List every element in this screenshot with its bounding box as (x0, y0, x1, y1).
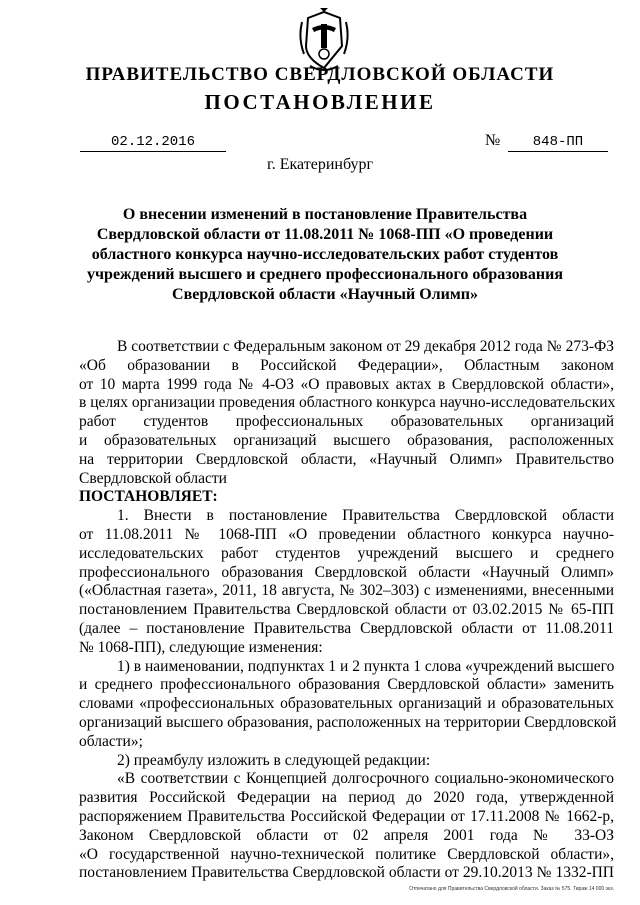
body-line: работ студентов профессиональных образовательных организаций (79, 413, 614, 431)
number-sign: № (485, 132, 501, 149)
body-line: на территории Свердловской области, «Научный Олимп» Правительство (79, 450, 614, 468)
body-line: постановлением Правительства Свердловской области от 29.10.2013 № 1332-ПП (79, 864, 614, 882)
body-line: от 11.08.2011 № 1068-ПП «О проведении областного конкурса научно- (79, 526, 614, 543)
government-name: ПРАВИТЕЛЬСТВО СВЕРДЛОВСКОЙ ОБЛАСТИ (85, 64, 555, 85)
document-number: 848-ПП (508, 134, 608, 152)
body-line: 1) в наименовании, подпунктах 1 и 2 пункта 1 слова «учреждений высшего (117, 657, 615, 675)
body-line: 2) преамбулу изложить в следующей редакции: (117, 751, 431, 769)
body-line: «Об образовании в Российской Федерации», Областным законом (79, 356, 614, 374)
body-line: В соответствии с Федеральным законом от 29 декабря 2012 года № 273-ФЗ (117, 338, 614, 355)
document-type-title: ПОСТАНОВЛЕНИЕ (204, 90, 436, 114)
resolves-heading: ПОСТАНОВЛЯЕТ: (79, 488, 218, 506)
body-line: и среднего профессионального образования Свердловской области» заменить (79, 676, 614, 694)
body-line: «О государственной научно-технической политике Свердловской области», (79, 845, 614, 863)
body-line: 1. Внести в постановление Правительства Свердловской области (117, 507, 614, 525)
body-line: Законом Свердловской области от 02 апреля 2001 года № 33-ОЗ (79, 826, 614, 844)
document-subject: О внесении изменений в постановление Правительства Свердловской области от 11.08.2011 № 1068-ПП «О проведении областного конкурса научно-исследовательских работ студентов учреждений высшего и среднего профессионального образования Свердловской области «Научный Олимп» (87, 206, 563, 303)
body-line: «В соответствии с Концепцией долгосрочного социально-экономического (117, 770, 614, 788)
body-line: исследовательских работ студентов учреждений высшего и среднего (79, 544, 614, 562)
body-line: от 10 марта 1999 года № 4-ОЗ «О правовых актах в Свердловской области», (79, 375, 614, 393)
body-line: и образовательных организаций высшего образования, расположенных (79, 432, 614, 449)
body-line: № 1068-ПП), следующие изменения: (79, 638, 323, 656)
body-line: Свердловской области (79, 469, 227, 487)
body-line: распоряжением Правительства Российской Федерации от 17.11.2008 № 1662-р, (79, 808, 614, 825)
print-footer: Отпечатано для Правительства Свердловской области. Заказ № 575. Тираж 14 000 экз. (409, 886, 614, 892)
body-line: постановлением Правительства Свердловской области от 03.02.2015 № 65-ПП (79, 601, 614, 619)
city-name: г. Екатеринбург (266, 156, 374, 173)
body-line: организаций высшего образования, расположенных на территории Свердловской (79, 714, 617, 731)
body-line: словами «профессиональных образовательных организаций и образовательных (79, 695, 614, 713)
body-line: области»; (79, 732, 143, 750)
body-line: профессионального образования Свердловской области «Научный Олимп» (79, 563, 614, 581)
body-line: развития Российской Федерации на период до 2020 года, утвержденной (79, 789, 614, 807)
document-date: 02.12.2016 (80, 134, 226, 152)
body-line: (далее – постановление Правительства Свердловской области от 11.08.2011 (79, 620, 614, 637)
body-line: в целях организации проведения областного конкурса научно-исследовательских (79, 394, 616, 412)
body-line: («Областная газета», 2011, 18 августа, № 302–303) с изменениями, внесенными (79, 582, 614, 600)
